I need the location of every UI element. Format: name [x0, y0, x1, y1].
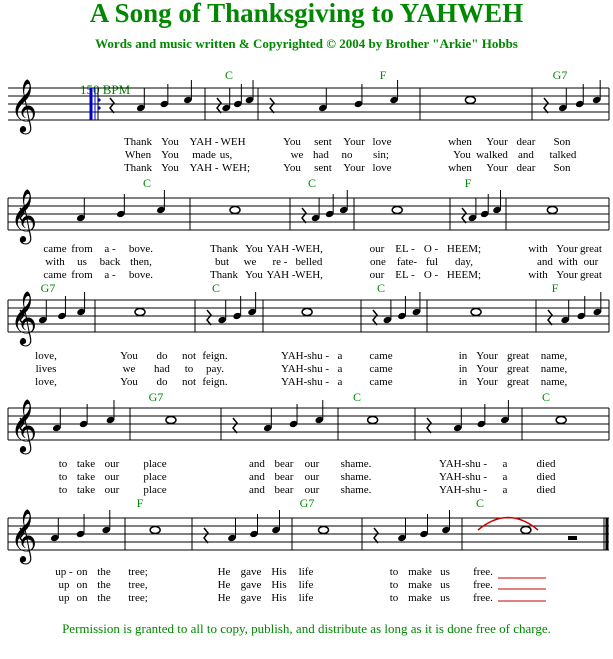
lyric-syllable: no	[341, 149, 353, 161]
lyric-syllable: Son	[553, 136, 571, 148]
lyric-syllable: our	[304, 471, 320, 483]
lyric-syllable: came	[43, 243, 67, 255]
lyric-syllable: Thank	[209, 269, 239, 281]
lyric-syllable: the	[97, 579, 111, 591]
lyric-syllable: bove.	[128, 269, 154, 281]
staff-1	[8, 78, 609, 134]
whole-note	[135, 309, 145, 316]
lyric-syllable: name,	[540, 376, 568, 388]
lyric-syllable: great	[507, 350, 529, 362]
lyric-syllable: sent	[314, 162, 332, 174]
lyric-syllable: our	[369, 269, 385, 281]
whole-note	[302, 309, 312, 316]
lyric-syllable: take	[76, 484, 96, 496]
lyric-syllable: Your	[476, 350, 498, 362]
lyric-syllable: EL -	[395, 243, 415, 255]
lyric-syllable: on	[76, 579, 88, 591]
lyric-syllable: Your	[556, 269, 578, 281]
lyric-syllable: YAH-shu -	[439, 484, 487, 496]
lyric-syllable: love,	[35, 350, 57, 362]
lyric-syllable: great	[580, 269, 602, 281]
lyric-syllable: WEH;	[221, 162, 251, 174]
lyric-syllable: feign.	[202, 350, 228, 362]
lyric-syllable: and	[518, 149, 534, 161]
lyric-syllable: died	[536, 471, 556, 483]
lyric-syllable: back	[99, 256, 121, 268]
lyric-syllable: a	[337, 363, 343, 375]
lyric-syllable: WEH,	[295, 269, 323, 281]
lyric-syllable: free.	[473, 592, 493, 604]
lyric-syllable: on	[76, 566, 88, 578]
chord-symbol: C	[541, 390, 551, 404]
permission-notice: Permission is granted to all to copy, publish, and distribute as long as it is done free of charge.	[62, 621, 551, 636]
chord-symbol: F	[464, 176, 472, 190]
whole-note	[319, 527, 329, 534]
treble-clef-icon: 𝄞	[10, 508, 38, 562]
quarter-rest	[270, 98, 274, 113]
lyric-syllable: His	[271, 592, 287, 604]
lyric-syllable: shame.	[340, 471, 372, 483]
lyric-syllable: Thank	[123, 162, 153, 174]
lyric-syllable: YAH-shu -	[281, 376, 329, 388]
quarter-rest	[544, 98, 548, 113]
lyric-syllable: bear	[274, 484, 294, 496]
lyric-syllable: our	[369, 243, 385, 255]
lyric-syllable: love	[372, 136, 392, 148]
lyric-syllable: EL -	[395, 269, 415, 281]
chord-symbol: C	[376, 281, 386, 295]
quarter-rest	[374, 528, 378, 543]
chord-symbol: G7	[552, 68, 568, 82]
quarter-rest	[302, 208, 306, 223]
lyric-syllable: make	[408, 592, 432, 604]
lyric-syllable: love	[372, 162, 392, 174]
quarter-rest	[217, 98, 221, 113]
lyric-syllable: You	[453, 149, 471, 161]
lyric-syllable: You	[245, 243, 263, 255]
lyric-syllable: from	[71, 243, 93, 255]
lyric-syllable: tree,	[128, 579, 148, 591]
quarter-rest	[207, 310, 211, 325]
whole-note	[392, 207, 402, 214]
whole-note	[368, 417, 378, 424]
lyric-syllable: sin;	[373, 149, 389, 161]
lyric-syllable: You	[120, 350, 138, 362]
lyric-syllable: shame.	[340, 458, 372, 470]
lyric-syllable: the	[97, 592, 111, 604]
chord-symbol: F	[551, 281, 559, 295]
lyric-syllable: name,	[540, 350, 568, 362]
chord-symbol: G7	[40, 281, 56, 295]
chord-symbol: F	[136, 496, 144, 510]
lyric-syllable: dear	[516, 136, 536, 148]
lyric-syllable: a	[502, 458, 508, 470]
lyric-syllable: place	[143, 458, 167, 470]
quarter-rest	[110, 98, 114, 113]
lyric-syllable: then,	[130, 256, 152, 268]
lyric-syllable: a	[502, 484, 508, 496]
lyric-syllable: Your	[343, 162, 365, 174]
staff-5	[8, 508, 609, 564]
lyric-syllable: tree;	[128, 566, 148, 578]
lyric-syllable: one	[370, 256, 386, 268]
lyric-syllable: place	[143, 484, 167, 496]
lyric-syllable: Your	[556, 243, 578, 255]
lyric-syllable: a -	[104, 243, 116, 255]
treble-clef-icon: 𝄞	[10, 290, 38, 344]
whole-note	[465, 97, 475, 104]
whole-note	[556, 417, 566, 424]
treble-clef-icon: 𝄞	[10, 188, 38, 242]
lyric-syllable: a	[337, 350, 343, 362]
whole-note	[150, 527, 160, 534]
lyric-syllable: up	[58, 592, 70, 604]
lyric-syllable: do	[156, 350, 168, 362]
lyric-syllable: lives	[35, 363, 57, 375]
lyric-syllable: to	[58, 471, 68, 483]
lyric-syllable: gave	[240, 566, 262, 578]
quarter-rest	[373, 310, 377, 325]
lyric-syllable: You	[245, 269, 263, 281]
lyric-syllable: You	[120, 376, 138, 388]
lyric-syllable: the	[97, 566, 111, 578]
lyric-syllable: Your	[476, 363, 498, 375]
lyric-syllable: in	[458, 376, 468, 388]
chord-symbol: G7	[299, 496, 315, 510]
lyric-syllable: HEEM;	[446, 269, 482, 281]
lyric-syllable: You	[283, 162, 301, 174]
lyric-syllable: great	[507, 376, 529, 388]
song-title: A Song of Thanksgiving to YAHWEH	[89, 0, 524, 28]
lyric-syllable: came	[369, 363, 393, 375]
lyric-syllable: He	[217, 566, 231, 578]
lyric-syllable: in	[458, 363, 468, 375]
whole-note	[230, 207, 240, 214]
chord-symbol: C	[352, 390, 362, 404]
lyric-syllable: You	[161, 149, 179, 161]
lyric-syllable: O -	[423, 269, 439, 281]
lyric-syllable: a	[337, 376, 343, 388]
lyric-syllable: make	[408, 566, 432, 578]
lyric-syllable: a -	[104, 269, 116, 281]
lyric-syllable: YAH-shu -	[439, 458, 487, 470]
lyric-syllable: and	[249, 458, 265, 470]
lyric-syllable: You	[161, 136, 179, 148]
lyric-syllable: re -	[272, 256, 288, 268]
lyric-syllable: great	[507, 363, 529, 375]
lyric-syllable: love,	[35, 376, 57, 388]
lyric-syllable: belled	[295, 256, 323, 268]
lyric-syllable: from	[71, 269, 93, 281]
lyric-syllable: place	[143, 471, 167, 483]
lyric-syllable: life	[298, 592, 314, 604]
lyric-syllable: YAH-shu -	[281, 350, 329, 362]
quarter-rest	[548, 310, 552, 325]
lyric-syllable: free.	[473, 579, 493, 591]
lyric-syllable: YAH -	[266, 269, 296, 281]
lyric-syllable: His	[271, 579, 287, 591]
lyric-syllable: O -	[423, 243, 439, 255]
lyric-syllable: pay.	[206, 363, 224, 375]
lyric-syllable: bear	[274, 458, 294, 470]
lyric-syllable: to	[389, 592, 399, 604]
lyric-syllable: our	[104, 484, 120, 496]
lyric-syllable: YAH -	[189, 136, 219, 148]
lyric-syllable: fate-	[396, 256, 418, 268]
copyright-line: Words and music written & Copyrighted © 2004 by Brother "Arkie" Hobbs	[95, 36, 518, 51]
whole-note	[547, 207, 557, 214]
quarter-rest	[233, 418, 237, 433]
lyric-syllable: with	[528, 269, 548, 281]
lyric-syllable: up -	[55, 566, 73, 578]
chord-symbol: C	[475, 496, 485, 510]
lyric-syllable: You	[283, 136, 301, 148]
lyric-syllable: take	[76, 458, 96, 470]
tempo-marking: 150 BPM	[80, 82, 131, 97]
lyric-syllable: dear	[516, 162, 536, 174]
lyric-syllable: us	[440, 592, 450, 604]
lyric-syllable: shame.	[340, 484, 372, 496]
treble-clef-icon: 𝄞	[10, 398, 38, 452]
lyric-syllable: to	[184, 363, 194, 375]
lyric-syllable: and	[537, 256, 553, 268]
staff-3	[8, 290, 609, 346]
lyric-syllable: YAH -	[266, 243, 296, 255]
lyric-syllable: we	[290, 149, 304, 161]
lyric-syllable: bove.	[128, 243, 154, 255]
lyric-syllable: to	[389, 566, 399, 578]
lyric-syllable: Thank	[209, 243, 239, 255]
lyric-syllable: us	[77, 256, 87, 268]
tie	[478, 518, 538, 531]
lyric-syllable: YAH -	[189, 162, 219, 174]
whole-note	[471, 309, 481, 316]
lyric-syllable: with	[45, 256, 65, 268]
lyric-syllable: we	[122, 363, 136, 375]
whole-note	[521, 527, 531, 534]
whole-note	[166, 417, 176, 424]
lyric-syllable: us	[440, 566, 450, 578]
chord-symbol: F	[379, 68, 387, 82]
chord-symbol: C	[211, 281, 221, 295]
lyric-syllable: life	[298, 566, 314, 578]
lyric-syllable: sent	[314, 136, 332, 148]
quarter-rest	[462, 208, 466, 223]
lyric-syllable: YAH-shu -	[281, 363, 329, 375]
lyric-syllable: WEH	[220, 136, 246, 148]
lyric-syllable: us	[440, 579, 450, 591]
treble-clef-icon: 𝄞	[10, 78, 38, 132]
lyric-syllable: made	[192, 149, 216, 161]
lyric-syllable: our	[304, 458, 320, 470]
lyric-syllable: He	[217, 592, 231, 604]
lyric-syllable: Thank	[123, 136, 153, 148]
lyric-syllable: gave	[240, 579, 262, 591]
lyric-syllable: our	[304, 484, 320, 496]
lyric-syllable: Your	[486, 136, 508, 148]
lyric-syllable: do	[156, 376, 168, 388]
lyric-syllable: came	[369, 376, 393, 388]
lyric-syllable: His	[271, 566, 287, 578]
lyric-syllable: not	[181, 350, 197, 362]
lyric-syllable: our	[104, 471, 120, 483]
lyric-syllable: when	[448, 162, 472, 174]
lyric-syllable: our	[104, 458, 120, 470]
lyric-syllable: He	[217, 579, 231, 591]
lyric-syllable: and	[249, 471, 265, 483]
lyric-syllable: talked	[549, 149, 577, 161]
lyric-syllable: in	[458, 350, 468, 362]
lyric-syllable: name,	[540, 363, 568, 375]
lyric-syllable: When	[124, 149, 152, 161]
chord-symbol: C	[224, 68, 234, 82]
lyric-syllable: day,	[455, 256, 473, 268]
quarter-rest	[427, 418, 431, 433]
lyric-syllable: up	[58, 579, 70, 591]
chord-symbol: C	[142, 176, 152, 190]
lyric-syllable: when	[448, 136, 472, 148]
lyric-syllable: died	[536, 458, 556, 470]
lyric-syllable: not	[181, 376, 197, 388]
lyric-syllable: Your	[476, 376, 498, 388]
lyric-syllable: died	[536, 484, 556, 496]
lyric-syllable: bear	[274, 471, 294, 483]
lyric-syllable: came	[43, 269, 67, 281]
lyric-syllable: to	[389, 579, 399, 591]
staff-4	[8, 398, 609, 454]
lyric-syllable: gave	[240, 592, 262, 604]
half-rest	[568, 536, 577, 540]
quarter-rest	[204, 528, 208, 543]
lyric-syllable: Son	[553, 162, 571, 174]
lyric-syllable: we	[243, 256, 257, 268]
lyric-syllable: WEH,	[295, 243, 323, 255]
lyric-syllable: great	[580, 243, 602, 255]
lyric-syllable: Your	[486, 162, 508, 174]
lyric-syllable: to	[58, 458, 68, 470]
lyric-syllable: our	[583, 256, 599, 268]
lyric-syllable: You	[161, 162, 179, 174]
lyric-syllable: us,	[219, 149, 233, 161]
lyric-syllable: with	[528, 243, 548, 255]
lyric-syllable: ful	[425, 256, 439, 268]
lyric-syllable: tree;	[128, 592, 148, 604]
lyric-syllable: walked	[476, 149, 508, 161]
staff-2	[8, 188, 609, 244]
lyric-syllable: take	[76, 471, 96, 483]
lyric-syllable: feign.	[202, 376, 228, 388]
lyric-syllable: and	[249, 484, 265, 496]
lyric-syllable: HEEM;	[446, 243, 482, 255]
chord-symbol: G7	[148, 390, 164, 404]
lyric-syllable: with	[558, 256, 578, 268]
lyric-syllable: life	[298, 579, 314, 591]
lyric-syllable: but	[214, 256, 230, 268]
lyric-syllable: free.	[473, 566, 493, 578]
lyric-syllable: came	[369, 350, 393, 362]
lyric-syllable: had	[154, 363, 170, 375]
lyric-syllable: a	[502, 471, 508, 483]
lyric-syllable: YAH-shu -	[439, 471, 487, 483]
lyric-syllable: on	[76, 592, 88, 604]
lyric-syllable: had	[313, 149, 329, 161]
lyric-syllable: Your	[343, 136, 365, 148]
lyric-syllable: make	[408, 579, 432, 591]
chord-symbol: C	[307, 176, 317, 190]
lyric-syllable: to	[58, 484, 68, 496]
